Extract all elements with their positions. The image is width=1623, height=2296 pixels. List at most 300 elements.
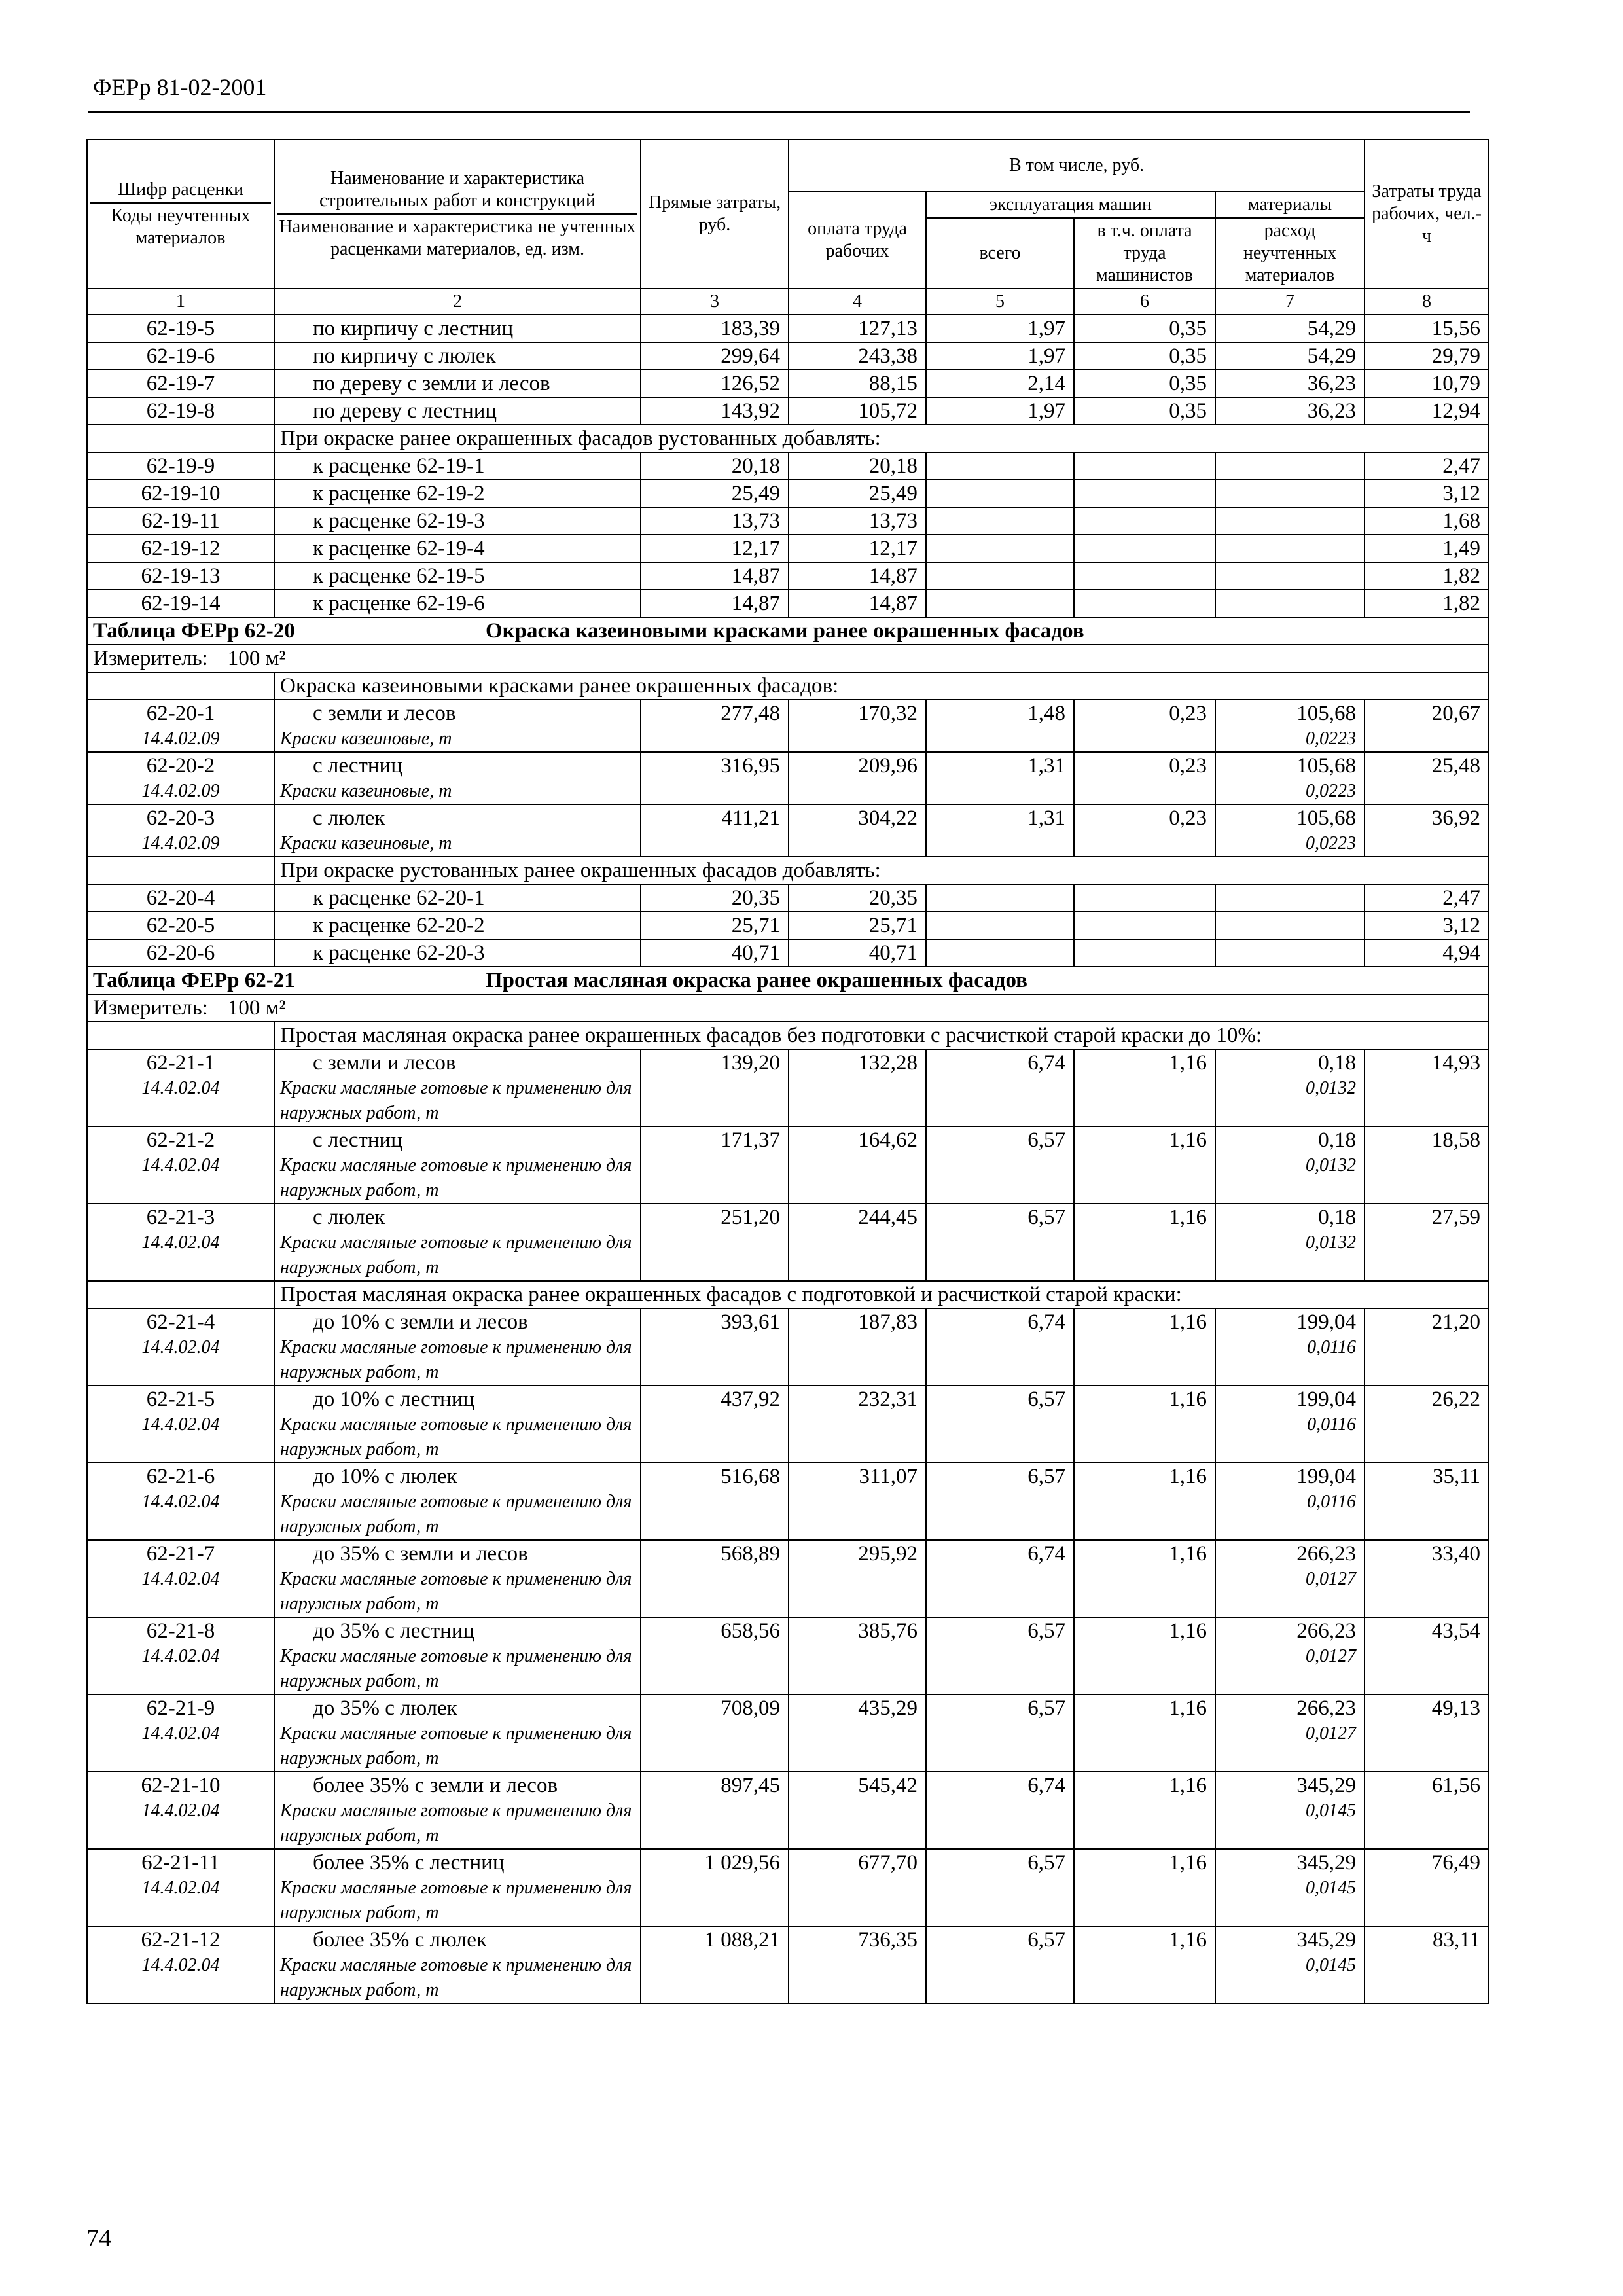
head-materials: материалы: [1215, 192, 1364, 218]
direct-costs: 13,73: [641, 507, 789, 535]
rate-name-cell: [274, 370, 641, 397]
materials-cell: [1215, 1772, 1364, 1849]
meter-label: Измеритель:: [93, 647, 208, 670]
materials: 0,18: [1318, 1206, 1357, 1229]
running-header: ФЕРр 81-02-2001: [93, 74, 267, 100]
wages: 243,38: [789, 342, 926, 370]
direct-costs: 1 029,56: [641, 1849, 789, 1926]
rate-code-cell: [87, 1308, 274, 1386]
machinist-wages: [1074, 535, 1215, 562]
materials: [1215, 562, 1364, 590]
machinist-wages: 0,35: [1074, 315, 1215, 342]
wages: 88,15: [789, 370, 926, 397]
labor: 21,20: [1364, 1308, 1489, 1386]
machines-total: 6,74: [926, 1049, 1074, 1126]
labor: 3,12: [1364, 912, 1489, 939]
material-name: Краски масляные готовые к применению для наружных работ, т: [280, 1492, 632, 1537]
head-name: Наименование и характеристика строительных работ и конструкций: [277, 166, 637, 215]
rate-code: 62-21-2: [146, 1128, 215, 1152]
materials-cell: [1215, 804, 1364, 857]
material-consumption: 0,0116: [1307, 1337, 1357, 1357]
head-material-codes: Коды неучтенных материалов: [111, 206, 251, 248]
rate-name: с земли и лесов: [313, 1051, 456, 1075]
rate-code: 62-20-2: [146, 754, 215, 778]
wages: 385,76: [789, 1617, 926, 1695]
head-machines-total: всего: [926, 218, 1074, 289]
rate-code-cell: [87, 1204, 274, 1281]
machinist-wages: 1,16: [1074, 1049, 1215, 1126]
section-title: Простая масляная окраска ранее окрашенных фасадов с подготовкой и расчисткой старой краски:: [274, 1281, 1489, 1308]
material-code: 14.4.02.04: [141, 1646, 220, 1666]
table-row: [87, 1695, 1489, 1772]
head-material-name: Наименование и характеристика не учтенных расценками материалов, ед. изм.: [279, 217, 636, 259]
table-row: [87, 370, 1489, 397]
table-code: Таблица ФЕРр 62-20: [93, 619, 295, 643]
materials-cell: [1215, 1386, 1364, 1463]
materials-cell: [1215, 700, 1364, 752]
table-row: [87, 1540, 1489, 1617]
material-code: 14.4.02.04: [141, 1232, 220, 1253]
machinist-wages: 1,16: [1074, 1463, 1215, 1540]
wages: 232,31: [789, 1386, 926, 1463]
table-row: [87, 1926, 1489, 2003]
machines-total: [926, 912, 1074, 939]
machines-total: 6,57: [926, 1617, 1074, 1695]
rate-name: к расценке 62-19-3: [313, 509, 485, 533]
material-consumption: 0,0132: [1306, 1155, 1357, 1175]
material-name: Краски казеиновые, т: [280, 781, 452, 801]
rate-name: до 10% с люлек: [313, 1465, 457, 1488]
meter: [87, 645, 1489, 672]
table-row: [87, 452, 1489, 480]
rate-code: 62-21-12: [141, 1928, 221, 1952]
rate-name-cell: [274, 535, 641, 562]
direct-costs: 277,48: [641, 700, 789, 752]
machines-total: [926, 562, 1074, 590]
rate-name: с люлек: [313, 806, 385, 830]
materials-cell: [1215, 1126, 1364, 1204]
material-consumption: 0,0145: [1306, 1955, 1357, 1975]
labor: 26,22: [1364, 1386, 1489, 1463]
material-code: 14.4.02.04: [141, 1492, 220, 1512]
material-consumption: 0,0145: [1306, 1801, 1357, 1821]
col-num: 4: [789, 289, 926, 315]
materials: [1215, 939, 1364, 967]
machinist-wages: [1074, 939, 1215, 967]
section-title: Простая масляная окраска ранее окрашенных фасадов без подготовки с расчисткой старой краски до 10%:: [274, 1022, 1489, 1049]
wages: 20,18: [789, 452, 926, 480]
labor: 1,49: [1364, 535, 1489, 562]
wages: 187,83: [789, 1308, 926, 1386]
machines-total: 1,31: [926, 752, 1074, 804]
rate-code-cell: [87, 804, 274, 857]
table-row: [87, 700, 1489, 752]
materials: 54,29: [1215, 315, 1364, 342]
rate-name: более 35% с люлек: [313, 1928, 487, 1952]
machines-total: 6,57: [926, 1386, 1074, 1463]
section-row: [87, 672, 1489, 700]
table-row: [87, 1772, 1489, 1849]
machinist-wages: 1,16: [1074, 1126, 1215, 1204]
labor: 29,79: [1364, 342, 1489, 370]
rate-code-cell: [87, 1386, 274, 1463]
machinist-wages: [1074, 452, 1215, 480]
machinist-wages: 1,16: [1074, 1617, 1215, 1695]
machines-total: 1,97: [926, 397, 1074, 425]
direct-costs: 658,56: [641, 1617, 789, 1695]
machines-total: 6,57: [926, 1126, 1074, 1204]
machines-total: [926, 535, 1074, 562]
wages: 435,29: [789, 1695, 926, 1772]
machines-total: [926, 939, 1074, 967]
rate-name-cell: [274, 590, 641, 617]
table-row: [87, 507, 1489, 535]
machines-total: 1,97: [926, 315, 1074, 342]
table-row: [87, 752, 1489, 804]
machines-total: [926, 480, 1074, 507]
machinist-wages: 1,16: [1074, 1386, 1215, 1463]
rate-name: более 35% с земли и лесов: [313, 1774, 558, 1797]
materials: 345,29: [1296, 1928, 1357, 1952]
table-row: [87, 912, 1489, 939]
meter-label: Измеритель:: [93, 996, 208, 1020]
machines-total: 6,57: [926, 1204, 1074, 1281]
head-labor: Затраты труда рабочих, чел.-ч: [1364, 139, 1489, 289]
rate-name-cell: [274, 507, 641, 535]
rate-name-cell: [274, 562, 641, 590]
section-row: [87, 1281, 1489, 1308]
rate-code: 62-20-6: [87, 939, 274, 967]
wages: 132,28: [789, 1049, 926, 1126]
materials: 0,18: [1318, 1051, 1357, 1075]
labor: 1,82: [1364, 590, 1489, 617]
rate-name-cell: [274, 939, 641, 967]
material-consumption: 0,0116: [1307, 1414, 1357, 1435]
machines-total: [926, 507, 1074, 535]
machinist-wages: 1,16: [1074, 1772, 1215, 1849]
materials: 36,23: [1215, 397, 1364, 425]
rate-code: 62-19-12: [87, 535, 274, 562]
materials: [1215, 452, 1364, 480]
rate-code-cell: [87, 1926, 274, 2003]
rate-name: к расценке 62-20-1: [313, 886, 485, 910]
machines-total: 1,31: [926, 804, 1074, 857]
machinist-wages: [1074, 480, 1215, 507]
machinist-wages: 0,23: [1074, 804, 1215, 857]
direct-costs: 139,20: [641, 1049, 789, 1126]
direct-costs: 251,20: [641, 1204, 789, 1281]
rate-name: более 35% с лестниц: [313, 1851, 505, 1874]
rate-name-cell: [274, 1386, 641, 1463]
table-row: [87, 1308, 1489, 1386]
direct-costs: 40,71: [641, 939, 789, 967]
rate-code-cell: [87, 1772, 274, 1849]
machinist-wages: 1,16: [1074, 1308, 1215, 1386]
table-row: [87, 1386, 1489, 1463]
wages: 304,22: [789, 804, 926, 857]
machines-total: 6,57: [926, 1695, 1074, 1772]
machines-total: 2,14: [926, 370, 1074, 397]
materials-cell: [1215, 1695, 1364, 1772]
rate-code-cell: [87, 1540, 274, 1617]
direct-costs: 708,09: [641, 1695, 789, 1772]
material-consumption: 0,0223: [1306, 728, 1357, 749]
section-row: [87, 857, 1489, 884]
material-name: Краски масляные готовые к применению для наружных работ, т: [280, 1723, 632, 1768]
table-row: [87, 562, 1489, 590]
direct-costs: 14,87: [641, 590, 789, 617]
rate-code: 62-21-10: [141, 1774, 221, 1797]
direct-costs: 299,64: [641, 342, 789, 370]
table-row: [87, 1049, 1489, 1126]
rate-name: с лестниц: [313, 754, 402, 778]
labor: 2,47: [1364, 884, 1489, 912]
material-consumption: 0,0223: [1306, 833, 1357, 853]
rate-code: 62-19-5: [87, 315, 274, 342]
rate-name-cell: [274, 315, 641, 342]
machines-total: [926, 884, 1074, 912]
rate-code: 62-20-3: [146, 806, 215, 830]
rate-code-cell: [87, 1617, 274, 1695]
machinist-wages: 1,16: [1074, 1926, 1215, 2003]
direct-costs: 183,39: [641, 315, 789, 342]
wages: 677,70: [789, 1849, 926, 1926]
labor: 43,54: [1364, 1617, 1489, 1695]
direct-costs: 20,18: [641, 452, 789, 480]
materials: 199,04: [1296, 1388, 1357, 1411]
rate-name-cell: [274, 1204, 641, 1281]
machines-total: 6,57: [926, 1926, 1074, 2003]
rate-code: 62-21-8: [146, 1619, 215, 1643]
section-spacer: [87, 425, 274, 452]
section-title: При окраске ранее окрашенных фасадов рустованных добавлять:: [274, 425, 1489, 452]
materials: [1215, 535, 1364, 562]
materials-cell: [1215, 1204, 1364, 1281]
wages: 105,72: [789, 397, 926, 425]
header-row-1: [87, 139, 1489, 192]
material-code: 14.4.02.04: [141, 1801, 220, 1821]
machinist-wages: [1074, 590, 1215, 617]
table-code: Таблица ФЕРр 62-21: [93, 969, 295, 992]
rate-name: к расценке 62-19-1: [313, 454, 485, 478]
rate-name-cell: [274, 1772, 641, 1849]
material-code: 14.4.02.09: [141, 728, 220, 749]
direct-costs: 20,35: [641, 884, 789, 912]
table-row: [87, 480, 1489, 507]
wages: 295,92: [789, 1540, 926, 1617]
rate-name-cell: [274, 1463, 641, 1540]
material-name: Краски масляные готовые к применению для наружных работ, т: [280, 1801, 632, 1846]
material-name: Краски масляные готовые к применению для наружных работ, т: [280, 1155, 632, 1200]
rate-code: 62-19-10: [87, 480, 274, 507]
rate-name: к расценке 62-19-4: [313, 537, 485, 560]
rate-code: 62-21-3: [146, 1206, 215, 1229]
table-row: [87, 535, 1489, 562]
materials: 105,68: [1296, 806, 1357, 830]
head-code: Шифр расценки: [90, 177, 271, 204]
rate-name-cell: [274, 342, 641, 370]
meter-value: 100 м²: [227, 647, 286, 670]
head-machines: эксплуатация машин: [926, 192, 1215, 218]
materials-cell: [1215, 1049, 1364, 1126]
labor: 10,79: [1364, 370, 1489, 397]
rate-name-cell: [274, 1049, 641, 1126]
machinist-wages: 1,16: [1074, 1849, 1215, 1926]
materials-cell: [1215, 1540, 1364, 1617]
section-row: [87, 1022, 1489, 1049]
table-row: [87, 939, 1489, 967]
labor: 14,93: [1364, 1049, 1489, 1126]
column-number-row: [87, 289, 1489, 315]
machines-total: 6,74: [926, 1540, 1074, 1617]
material-consumption: 0,0145: [1306, 1878, 1357, 1898]
table-row: [87, 1126, 1489, 1204]
material-consumption: 0,0127: [1306, 1569, 1357, 1589]
head-machinist-wages: в т.ч. оплата труда машинистов: [1074, 218, 1215, 289]
direct-costs: 25,71: [641, 912, 789, 939]
rate-code: 62-19-6: [87, 342, 274, 370]
table-title: Окраска казеиновыми красками ранее окрашенных фасадов: [486, 619, 1084, 643]
rate-name: до 35% с земли и лесов: [313, 1542, 528, 1566]
table-row: [87, 1463, 1489, 1540]
rate-code-cell: [87, 752, 274, 804]
materials: [1215, 912, 1364, 939]
material-name: Краски масляные готовые к применению для наружных работ, т: [280, 1337, 632, 1382]
labor: 4,94: [1364, 939, 1489, 967]
labor: 33,40: [1364, 1540, 1489, 1617]
direct-costs: 143,92: [641, 397, 789, 425]
materials: 0,18: [1318, 1128, 1357, 1152]
direct-costs: 12,17: [641, 535, 789, 562]
rate-name: к расценке 62-19-6: [313, 592, 485, 615]
labor: 1,68: [1364, 507, 1489, 535]
rate-name: с земли и лесов: [313, 702, 456, 725]
machinist-wages: 0,35: [1074, 370, 1215, 397]
materials-cell: [1215, 1308, 1364, 1386]
section-title: Окраска казеиновыми красками ранее окрашенных фасадов:: [274, 672, 1489, 700]
col-num: 6: [1074, 289, 1215, 315]
materials: 199,04: [1296, 1310, 1357, 1334]
labor: 2,47: [1364, 452, 1489, 480]
material-name: Краски масляные готовые к применению для наружных работ, т: [280, 1414, 632, 1460]
material-name: Краски масляные готовые к применению для наружных работ, т: [280, 1955, 632, 2000]
rate-name: к расценке 62-20-3: [313, 941, 485, 965]
material-code: 14.4.02.04: [141, 1155, 220, 1175]
rate-name: до 10% с земли и лесов: [313, 1310, 528, 1334]
rate-code: 62-20-4: [87, 884, 274, 912]
rate-name-cell: [274, 700, 641, 752]
meter-row: [87, 994, 1489, 1022]
machinist-wages: [1074, 507, 1215, 535]
rate-name: с люлек: [313, 1206, 385, 1229]
materials: 199,04: [1296, 1465, 1357, 1488]
wages: 127,13: [789, 315, 926, 342]
head-material-consumption: расход неучтенных материалов: [1215, 218, 1364, 289]
head-code-col: [87, 139, 274, 289]
direct-costs: 25,49: [641, 480, 789, 507]
col-num: 3: [641, 289, 789, 315]
material-code: 14.4.02.04: [141, 1414, 220, 1435]
rate-name-cell: [274, 804, 641, 857]
materials-cell: [1215, 1926, 1364, 2003]
table-heading: [87, 967, 1489, 994]
wages: 13,73: [789, 507, 926, 535]
table-row: [87, 1204, 1489, 1281]
machinist-wages: 0,35: [1074, 397, 1215, 425]
labor: 61,56: [1364, 1772, 1489, 1849]
rate-code-cell: [87, 700, 274, 752]
rate-name-cell: [274, 1617, 641, 1695]
head-name-col: [274, 139, 641, 289]
materials: 345,29: [1296, 1774, 1357, 1797]
material-consumption: 0,0127: [1306, 1723, 1357, 1744]
table-row: [87, 590, 1489, 617]
material-code: 14.4.02.04: [141, 1878, 220, 1898]
material-consumption: 0,0132: [1306, 1232, 1357, 1253]
rate-code: 62-21-1: [146, 1051, 215, 1075]
machinist-wages: 0,35: [1074, 342, 1215, 370]
machinist-wages: [1074, 912, 1215, 939]
labor: 36,92: [1364, 804, 1489, 857]
rate-name: с лестниц: [313, 1128, 402, 1152]
rate-code-cell: [87, 1463, 274, 1540]
rate-name-cell: [274, 480, 641, 507]
labor: 20,67: [1364, 700, 1489, 752]
table-row: [87, 397, 1489, 425]
material-code: 14.4.02.04: [141, 1955, 220, 1975]
material-code: 14.4.02.04: [141, 1078, 220, 1098]
rate-name-cell: [274, 397, 641, 425]
material-name: Краски масляные готовые к применению для наружных работ, т: [280, 1569, 632, 1614]
direct-costs: 171,37: [641, 1126, 789, 1204]
labor: 3,12: [1364, 480, 1489, 507]
section-row: [87, 425, 1489, 452]
labor: 35,11: [1364, 1463, 1489, 1540]
material-name: Краски масляные готовые к применению для наружных работ, т: [280, 1878, 632, 1923]
machinist-wages: 0,23: [1074, 700, 1215, 752]
materials: 345,29: [1296, 1851, 1357, 1874]
machines-total: 6,57: [926, 1849, 1074, 1926]
rate-name: до 10% с лестниц: [313, 1388, 475, 1411]
wages: 12,17: [789, 535, 926, 562]
section-spacer: [87, 857, 274, 884]
rate-name-cell: [274, 884, 641, 912]
head-direct-costs: Прямые затраты, руб.: [641, 139, 789, 289]
material-name: Краски масляные готовые к применению для наружных работ, т: [280, 1646, 632, 1691]
rate-name-cell: [274, 1926, 641, 2003]
machinist-wages: 1,16: [1074, 1540, 1215, 1617]
rate-name: к расценке 62-20-2: [313, 914, 485, 937]
rate-code: 62-20-5: [87, 912, 274, 939]
material-name: Краски масляные готовые к применению для наружных работ, т: [280, 1078, 632, 1123]
direct-costs: 411,21: [641, 804, 789, 857]
material-consumption: 0,0127: [1306, 1646, 1357, 1666]
wages: 14,87: [789, 590, 926, 617]
rate-name-cell: [274, 1695, 641, 1772]
rate-name-cell: [274, 1126, 641, 1204]
direct-costs: 393,61: [641, 1308, 789, 1386]
rate-name: до 35% с лестниц: [313, 1619, 475, 1643]
table-heading: [87, 617, 1489, 645]
materials: 36,23: [1215, 370, 1364, 397]
materials: 54,29: [1215, 342, 1364, 370]
rate-name: по дереву с лестниц: [313, 399, 497, 423]
materials: [1215, 507, 1364, 535]
col-num: 8: [1364, 289, 1489, 315]
wages: 14,87: [789, 562, 926, 590]
material-consumption: 0,0223: [1306, 781, 1357, 801]
table-heading-row: [87, 967, 1489, 994]
